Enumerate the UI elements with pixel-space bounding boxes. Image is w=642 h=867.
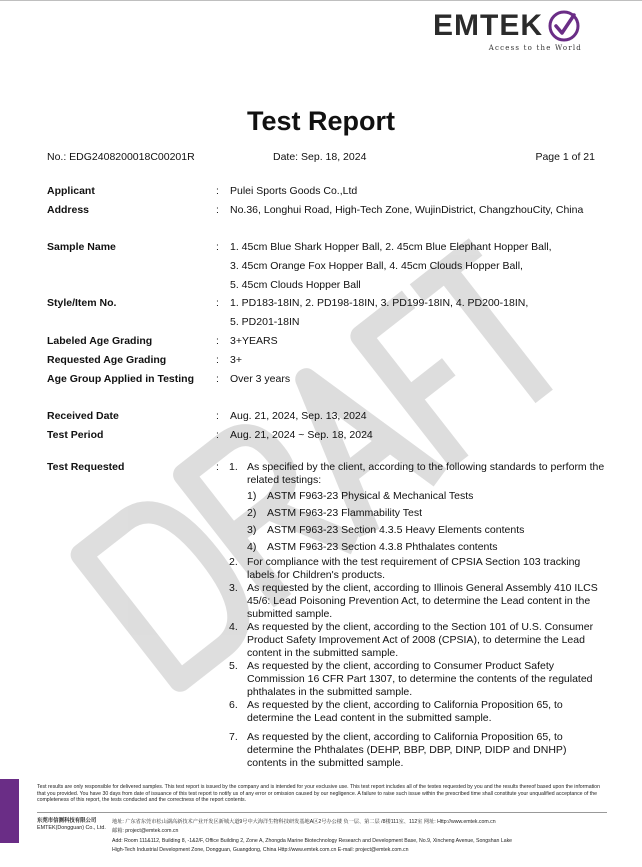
sub-request <box>247 524 609 537</box>
address-cn: 地址: 广东省东莞市松山湖高新技术产业开发区新城大道9号中大海洋生物科技研发基地A区2号办公楼 负一层、第二层 /8楼111室、112室 网址: Http://www.emtek.com.cn <box>112 819 496 825</box>
request-number: 6. <box>229 699 238 711</box>
colon: : <box>216 373 219 385</box>
page-indicator: Page 1 of 21 <box>535 151 595 163</box>
received-date-value: Aug. 21, 2024, Sep. 13, 2024 <box>230 410 367 422</box>
colon: : <box>216 461 219 473</box>
request-number: 5. <box>229 660 238 672</box>
request-text: As requested by the client, according to California Proposition 65, to determine the Lead content in the submitted sample. <box>247 699 563 724</box>
test-period-label: Test Period <box>47 429 104 441</box>
sub-text: ASTM F963-23 Section 4.3.5 Heavy Elements contents <box>267 524 525 536</box>
colon: : <box>216 410 219 422</box>
report-number: No.: EDG2408200018C00201R <box>47 151 195 163</box>
request-number: 3. <box>229 582 238 594</box>
footer-company <box>37 818 106 832</box>
sub-number: 2) <box>247 507 257 519</box>
sub-text: ASTM F963-23 Section 4.3.8 Phthalates contents <box>267 541 498 553</box>
request-item <box>229 556 609 582</box>
test-requested-label: Test Requested <box>47 461 125 473</box>
address-label: Address <box>47 204 90 216</box>
sample-name-line: 5. 45cm Clouds Hopper Ball <box>230 279 361 291</box>
colon: : <box>216 354 219 366</box>
style-item-label: Style/Item No. <box>47 297 117 309</box>
request-text: As requested by the client, according to Consumer Product Safety Commission 16 CFR Part 1307, to determine the contents of the regulated phthalates in the submitted sample. <box>247 660 593 698</box>
applicant-value: Pulei Sports Goods Co.,Ltd <box>230 185 358 197</box>
emtek-logo <box>433 6 584 52</box>
sample-name-line: 3. 45cm Orange Fox Hopper Ball, 4. 45cm Clouds Hopper Ball, <box>230 260 523 272</box>
labeled-age-value: 3+YEARS <box>230 335 278 347</box>
requested-age-label: Requested Age Grading <box>47 354 167 366</box>
sub-text: ASTM F963-23 Flammability Test <box>267 507 423 519</box>
colon: : <box>216 241 219 253</box>
sub-text: ASTM F963-23 Physical & Mechanical Tests <box>267 490 474 502</box>
globe-check-icon <box>544 6 584 46</box>
sub-number: 4) <box>247 541 257 553</box>
sample-name-line: 1. 45cm Blue Shark Hopper Ball, 2. 45cm Blue Elephant Hopper Ball, <box>230 241 552 253</box>
request-item <box>229 699 609 725</box>
request-item <box>229 461 609 554</box>
accent-bar <box>0 779 19 843</box>
age-group-label: Age Group Applied in Testing <box>47 373 194 385</box>
received-date-label: Received Date <box>47 410 119 422</box>
applicant-label: Applicant <box>47 185 95 197</box>
sub-request <box>247 507 609 520</box>
brand-name: EMTEK <box>433 9 543 42</box>
sample-name-label: Sample Name <box>47 241 116 253</box>
request-text: As requested by the client, according to Illinois General Assembly 410 ILCS 45/6: Lead Poisoning Prevention Act, to determine the Lead content in the submitted sample. <box>247 582 598 620</box>
sub-number: 1) <box>247 490 257 502</box>
top-border-line <box>0 0 642 1</box>
request-item <box>229 621 609 660</box>
request-text: As requested by the client, according to the Section 101 of U.S. Consumer Product Safety Improvement Act of 2008 (CPSIA), to determine the Lead content in the submitted sample. <box>247 621 594 659</box>
address-value: No.36, Longhui Road, High-Tech Zone, WujinDistrict, ChangzhouCity, China <box>230 204 584 216</box>
colon: : <box>216 335 219 347</box>
address-en: Add: Room 111&112, Building 8, -1&2/F, Office Building 2, Zone A, Zhongda Marine Biotechnology Research and Development Base, No.9, Xincheng Avenue, Songshan Lake <box>112 837 513 844</box>
sub-request <box>247 541 609 554</box>
footer-disclaimer: Test results are only responsible for delivered samples. This test report is issued by the company and is intended for your exclusive use. This test report includes all of the testes requested by you and the results thereof based upon the information that you provided. You have 30 days from date of issuance of this test report to notify us of any error or omission caused by our negligence. A failure to raise such issue within the prescribed time shall constitute your unqualified acceptance of the completeness of this report, the tests conducted and the correctness of the report contents. <box>37 784 600 804</box>
style-item-line: 5. PD201-18IN <box>230 316 300 328</box>
report-title: Test Report <box>246 106 395 136</box>
request-text: For compliance with the test requirement of CPSIA Section 103 tracking labels for Children's products. <box>247 556 581 581</box>
report-date: Date: Sep. 18, 2024 <box>273 151 367 163</box>
email-cn: 邮箱: project@emtek.com.cn <box>112 828 179 835</box>
address-en-2: High-Tech Industrial Development Zone, Dongguan, Guangdong, China Http://www.emtek.com.cn E-mail: project@emtek.com.cn <box>112 846 409 853</box>
request-number: 7. <box>229 731 238 743</box>
colon: : <box>216 429 219 441</box>
company-name-cn: 东莞市信测科技有限公司 <box>37 818 97 824</box>
request-number: 1. <box>229 461 238 473</box>
colon: : <box>216 204 219 216</box>
brand-tagline: Access to the World <box>488 44 582 52</box>
request-item <box>229 582 609 621</box>
requested-age-value: 3+ <box>230 354 242 366</box>
style-item-line: 1. PD183-18IN, 2. PD198-18IN, 3. PD199-18IN, 4. PD200-18IN, <box>230 297 529 309</box>
footer-divider <box>37 812 607 813</box>
company-name-en: EMTEK(Dongguan) Co., Ltd. <box>37 825 106 831</box>
test-requested-list <box>229 461 609 770</box>
colon: : <box>216 297 219 309</box>
request-item <box>229 731 609 770</box>
colon: : <box>216 185 219 197</box>
request-number: 4. <box>229 621 238 633</box>
age-group-value: Over 3 years <box>230 373 291 385</box>
request-text: As specified by the client, according to the following standards to perform the related testings: <box>247 461 605 486</box>
test-period-value: Aug. 21, 2024 ~ Sep. 18, 2024 <box>230 429 373 441</box>
labeled-age-label: Labeled Age Grading <box>47 335 153 347</box>
sub-number: 3) <box>247 524 257 536</box>
logo-wordmark <box>433 6 584 46</box>
request-text: As requested by the client, according to California Proposition 65, to determine the Phthalates (DEHP, BBP, DBP, DINP, DIDP and DNHP) contents in the submitted sample. <box>247 731 567 769</box>
footer-address <box>112 818 612 855</box>
request-number: 2. <box>229 556 238 568</box>
sub-request <box>247 490 609 503</box>
request-item <box>229 660 609 699</box>
